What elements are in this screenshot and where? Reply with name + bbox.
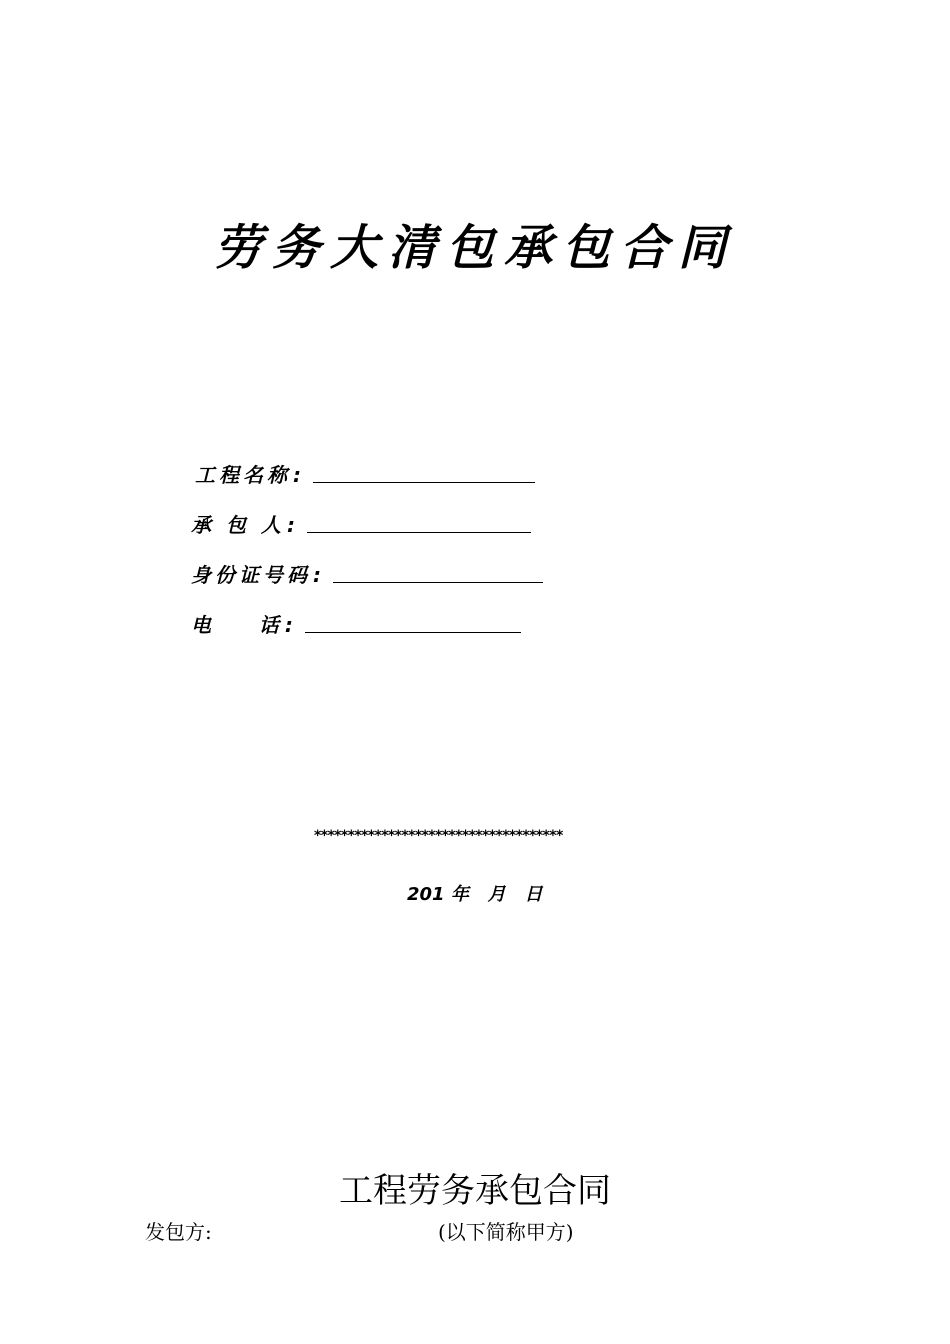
star-divider: *************************************: [314, 829, 563, 843]
phone-colon: :: [284, 613, 297, 637]
project-name-field: [195, 462, 535, 485]
contractor-field: [191, 512, 531, 535]
phone-field: [191, 612, 521, 635]
id-number-colon: :: [313, 563, 325, 587]
phone-blank[interactable]: [305, 612, 521, 633]
contractor-label: 承 包 人: [191, 513, 285, 537]
contractor-colon: :: [286, 513, 299, 537]
party-a-label: 发包方:: [145, 1220, 212, 1244]
contractor-blank[interactable]: [307, 512, 531, 533]
id-number-label: 身份证号码: [191, 563, 311, 587]
id-number-blank[interactable]: [333, 562, 543, 583]
id-number-field: [191, 562, 543, 585]
cover-title: 劳务大清包承包合同: [213, 220, 736, 276]
party-a-note: (以下简称甲方): [438, 1220, 574, 1244]
contract-title: 工程劳务承包合同: [339, 1171, 611, 1211]
cover-date: 201 年 月 日: [407, 884, 543, 905]
phone-label: 电 话: [191, 613, 283, 637]
project-name-label: 工程名称: [195, 463, 291, 487]
project-name-blank[interactable]: [313, 462, 535, 483]
project-name-colon: :: [293, 463, 305, 487]
